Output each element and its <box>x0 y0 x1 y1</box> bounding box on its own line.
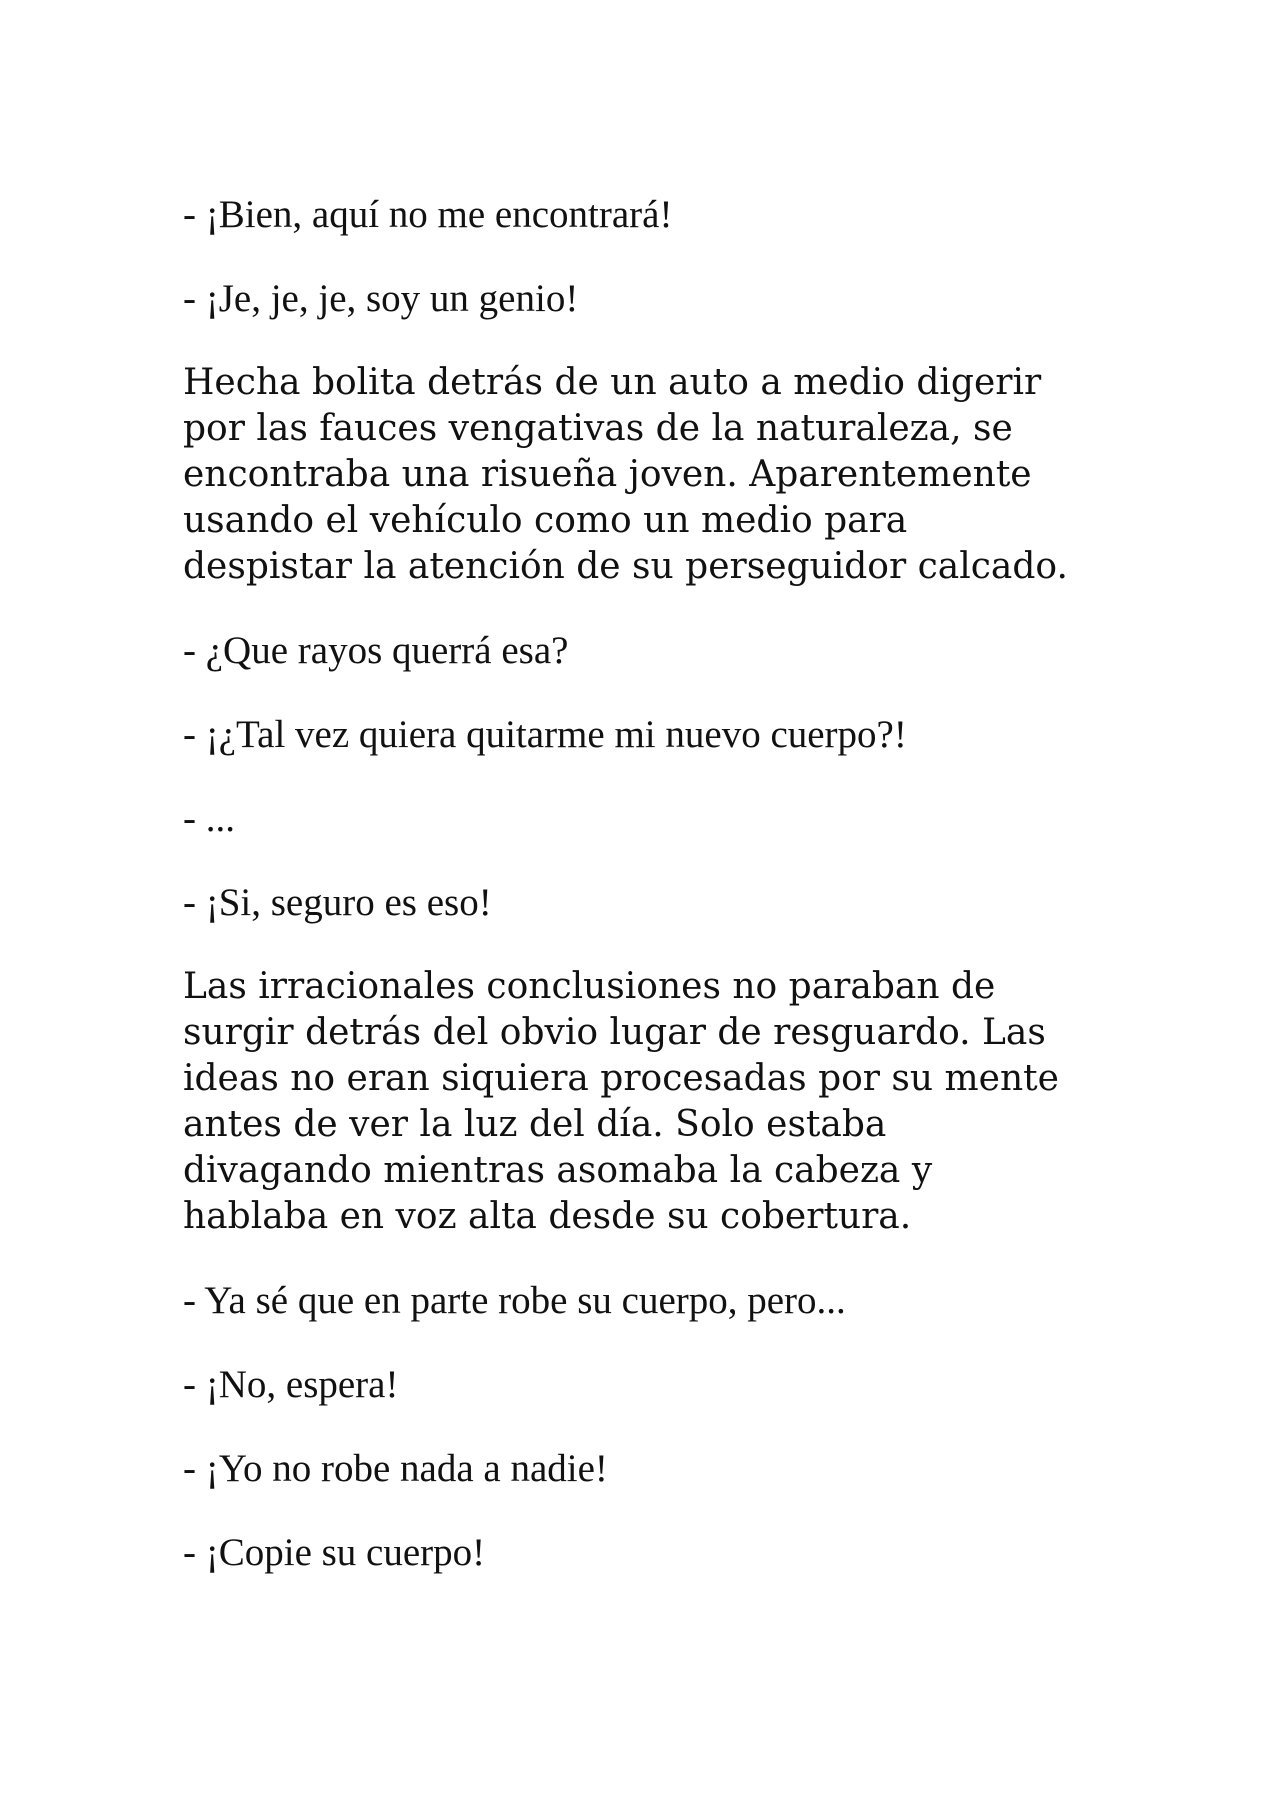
dialogue-line: - Ya sé que en parte robe su cuerpo, pero... <box>183 1279 846 1322</box>
dialogue-line: - ... <box>183 797 235 840</box>
dialogue-line: - ¡Bien, aquí no me encontrará! <box>183 193 673 236</box>
dialogue-line: - ¡Je, je, je, soy un genio! <box>183 277 579 320</box>
narration-paragraph: Las irracionales conclusiones no paraban de surgir detrás del obvio lugar de resguardo. Las ideas no eran siquiera procesadas por su mente antes de ver la luz del día. Solo estaba divagando mientras asomaba la cabeza y hablaba en voz alta desde su cobertura. <box>183 966 1059 1237</box>
dialogue-line: - ¿Que rayos querrá esa? <box>183 629 569 672</box>
dialogue-line: - ¡Yo no robe nada a nadie! <box>183 1447 608 1490</box>
dialogue-line: - ¡Si, seguro es eso! <box>183 881 492 924</box>
dialogue-line: - ¡No, espera! <box>183 1363 399 1406</box>
dialogue-line: - ¡¿Tal vez quiera quitarme mi nuevo cuerpo?! <box>183 713 907 756</box>
dialogue-line: - ¡Copie su cuerpo! <box>183 1531 486 1574</box>
text-column <box>183 192 1113 1576</box>
narration-paragraph: Hecha bolita detrás de un auto a medio digerir por las fauces vengativas de la naturaleza, se encontraba una risueña joven. Aparentemente usando el vehículo como un medio para despistar la atención de su perseguidor calcado. <box>183 362 1068 587</box>
